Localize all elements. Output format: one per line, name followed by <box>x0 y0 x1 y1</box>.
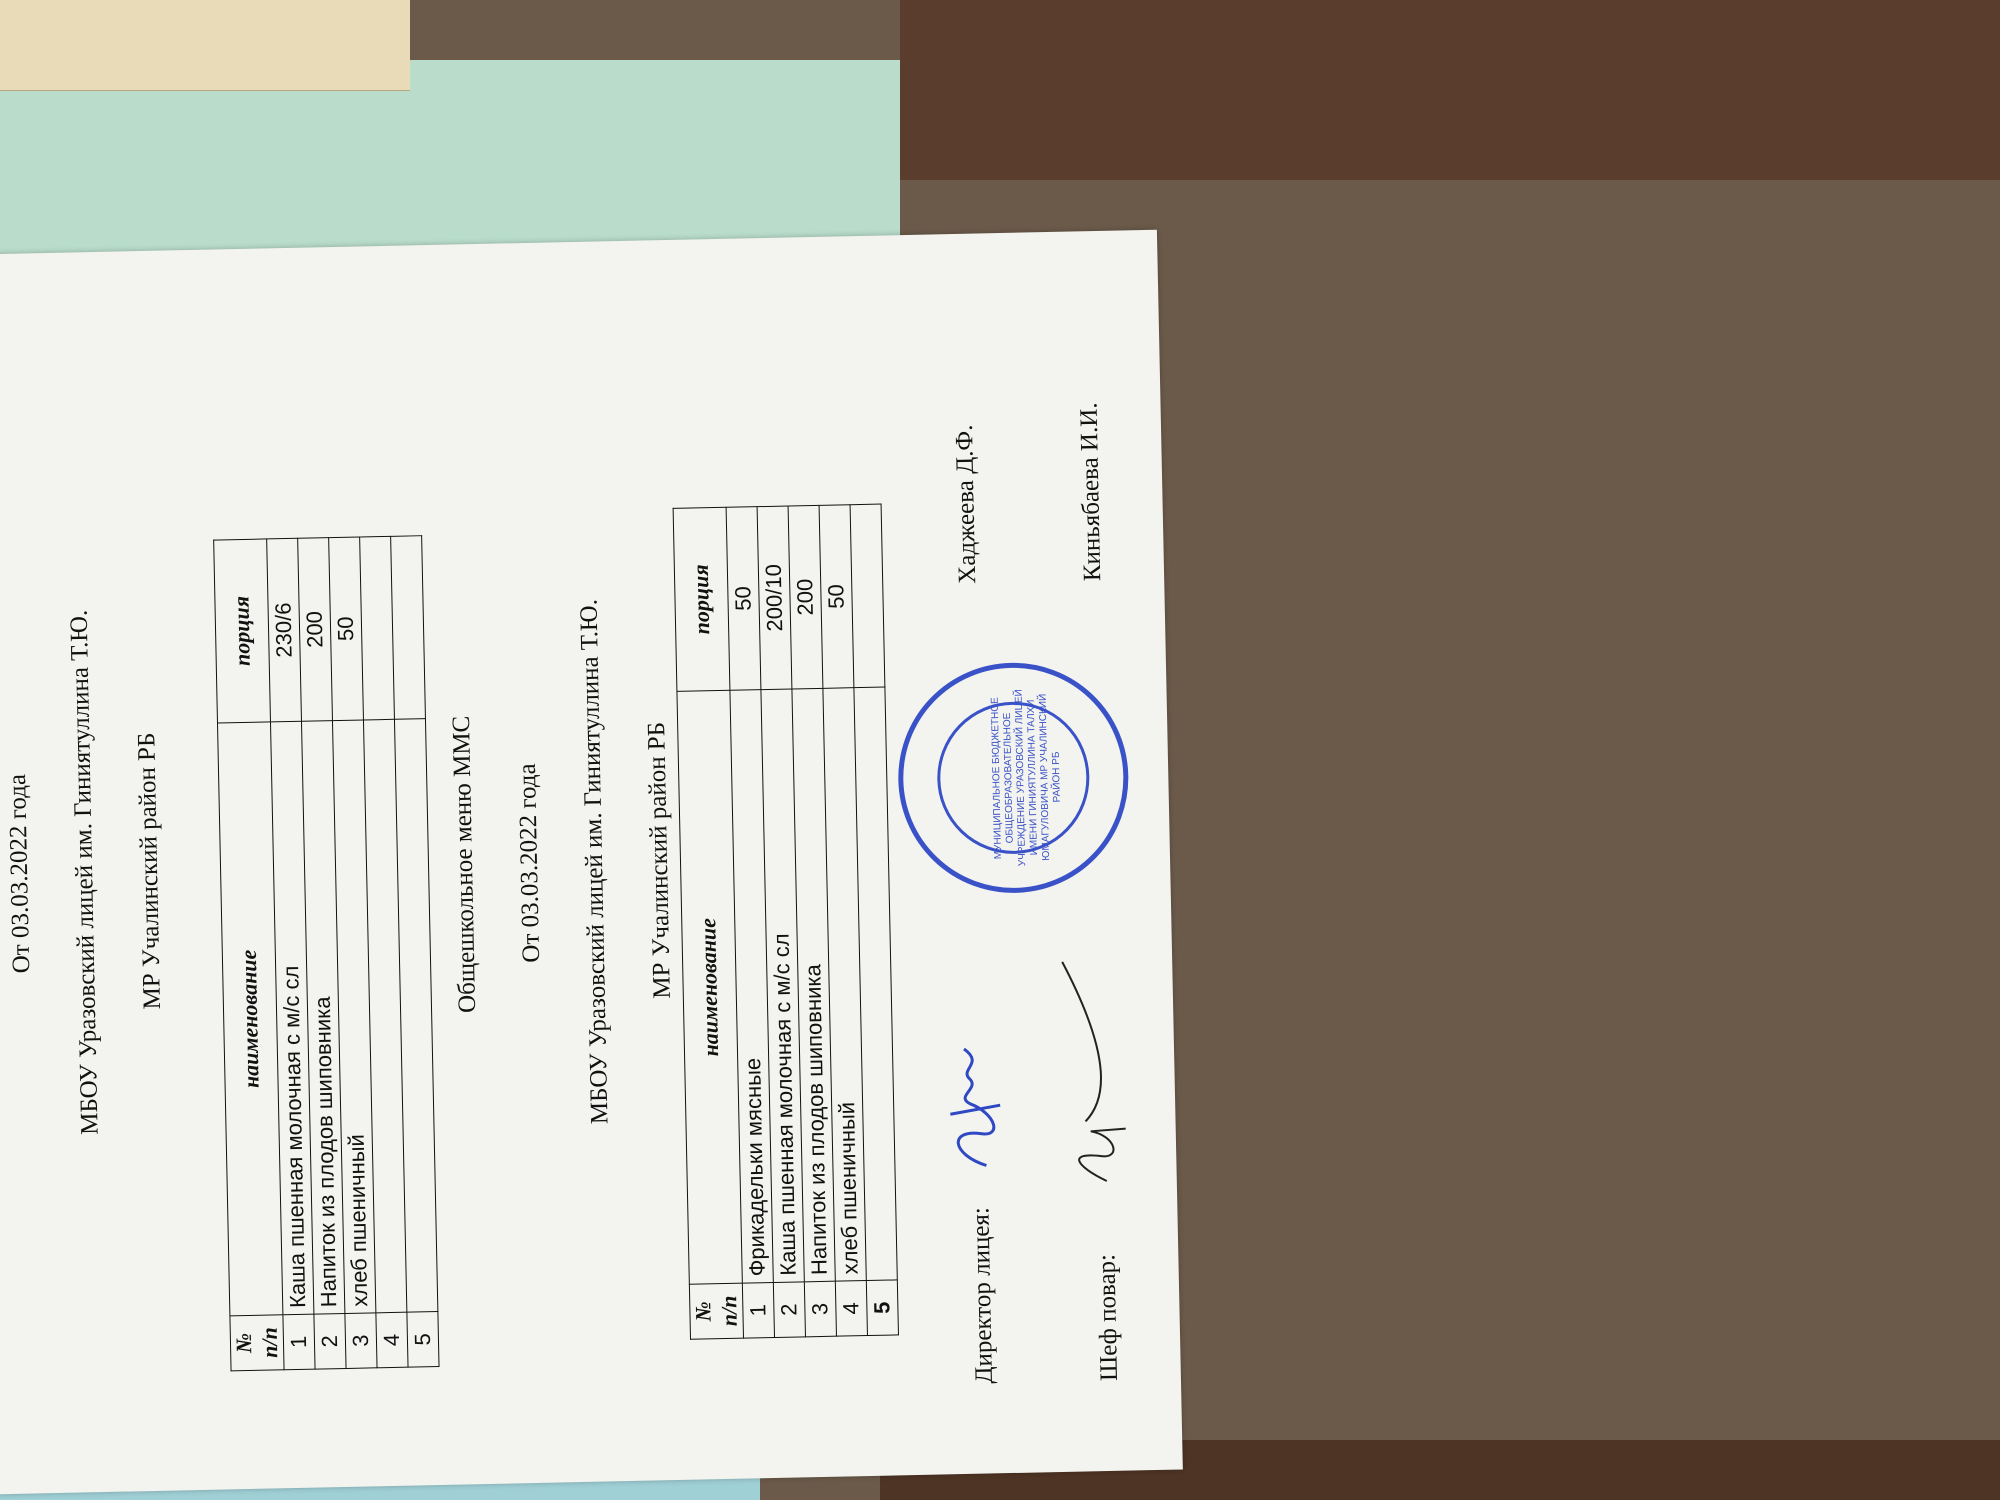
menu2-col-num: № п/п <box>689 1283 743 1339</box>
menu1-table <box>213 535 439 1371</box>
menu2-table <box>673 504 899 1340</box>
chef-name: Киньябаева И.И. <box>1075 402 1107 582</box>
row-number: 3 <box>345 1313 377 1369</box>
row-number: 4 <box>376 1312 408 1368</box>
menu2-title: Общешкольное меню ММС <box>447 715 482 1014</box>
dish-name: хлеб пшеничный <box>332 720 375 1314</box>
menu1-school: МБОУ Уразовский лицей им. Гиниятуллина Т.Ю. <box>65 609 104 1136</box>
dish-name: Напиток из плодов шиповника <box>301 721 344 1315</box>
director-label: Директор лицея: <box>967 1206 998 1384</box>
dish-name: Напиток из плодов шиповника <box>792 688 835 1282</box>
menu1-col-num: № п/п <box>230 1315 284 1371</box>
dish-portion: 230/6 <box>267 538 302 722</box>
menu2-school: МБОУ Уразовский лицей им. Гиниятуллина Т.Ю. <box>575 598 614 1125</box>
dish-portion <box>391 536 426 720</box>
row-number: 4 <box>835 1281 867 1337</box>
dish-name: хлеб пшеничный <box>823 688 866 1282</box>
dish-name: Фрикадельки мясные <box>730 690 773 1284</box>
chef-signature <box>1042 950 1137 1192</box>
dish-name: Каша пшенная молочная с м/с сл <box>761 689 804 1283</box>
menu1-header <box>0 250 208 1495</box>
wooden-desk-background <box>900 0 2000 180</box>
menu1-district: МР Учалинский район РБ <box>133 732 166 1010</box>
row-number: 3 <box>804 1281 836 1337</box>
dish-portion: 50 <box>819 505 854 689</box>
menu1-col-portion: порция <box>214 539 271 723</box>
dish-name: Каша пшенная молочная с м/с сл <box>270 721 313 1315</box>
row-number: 5 <box>407 1312 439 1368</box>
row-number: 2 <box>314 1313 346 1369</box>
dish-portion <box>360 536 395 720</box>
row-number: 1 <box>283 1314 315 1370</box>
menu1-date: От 03.03.2022 года <box>4 773 36 974</box>
menu1-col-name: наименование <box>217 722 282 1316</box>
lined-notepad-background <box>0 0 410 91</box>
director-signature <box>939 1033 1012 1174</box>
row-number: 5 <box>866 1280 898 1336</box>
chef-label: Шеф повар: <box>1093 1253 1123 1382</box>
dish-portion: 200 <box>298 538 333 722</box>
menu2-col-portion: порция <box>673 507 730 691</box>
menu2-date: От 03.03.2022 года <box>513 763 546 963</box>
official-stamp <box>896 660 1131 895</box>
row-number: 2 <box>773 1282 805 1338</box>
menu2-district: МР Учалинский район РБ <box>643 721 676 999</box>
dish-portion <box>850 504 885 688</box>
menu2-col-name: наименование <box>677 690 742 1284</box>
row-number: 1 <box>742 1282 774 1338</box>
stamp-text: МУНИЦИПАЛЬНОЕ БЮДЖЕТНОЕ ОБЩЕОБРАЗОВАТЕЛЬНОЕ УЧРЕЖДЕНИЕ УРАЗОВСКИЙ ЛИЦЕЙ ИМЕНИ ГИНИЯТУЛЛИНА ТАЛХИ ЮМАГУЛОВИЧА МР УЧАЛИНСКИЙ РАЙОН РБ <box>989 689 1063 867</box>
dish-portion: 200/10 <box>757 506 792 690</box>
director-name: Хаджеева Д.Ф. <box>950 424 982 585</box>
dish-portion: 200 <box>788 505 823 689</box>
dish-portion: 50 <box>329 537 364 721</box>
dish-portion: 50 <box>726 507 761 691</box>
menu-document-sheet <box>0 230 1183 1497</box>
menu2-header <box>432 239 718 1484</box>
